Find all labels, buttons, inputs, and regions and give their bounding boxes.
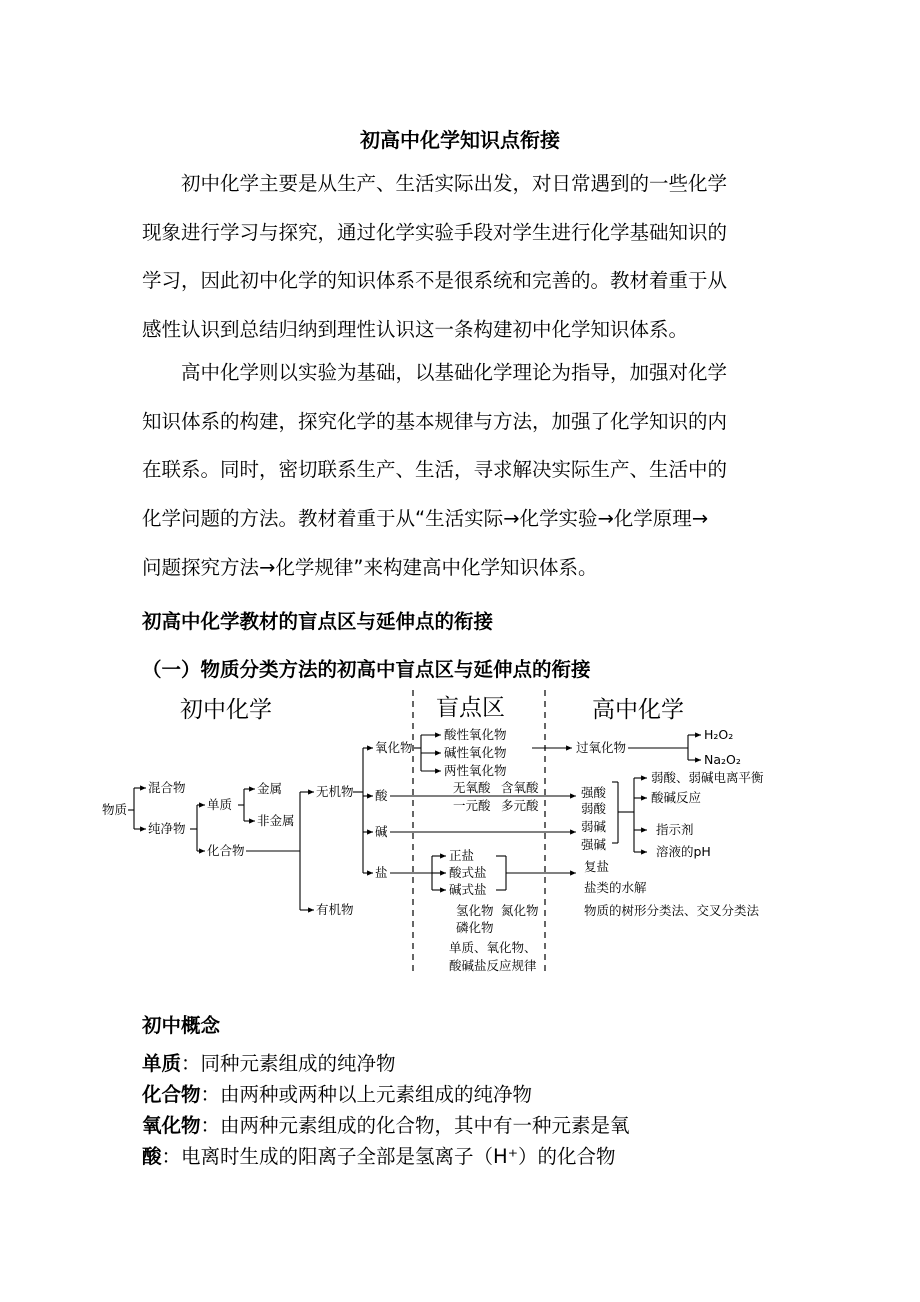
node-chunjingwu: 纯净物: [148, 821, 186, 836]
node-wuzhi: 物质: [102, 802, 128, 817]
node-wujiwu: 无机物: [316, 784, 354, 799]
node-zhengyan: 正盐: [449, 848, 475, 863]
node-duoyuansuan: 多元酸: [501, 798, 539, 813]
concept-sep: ：: [161, 1145, 182, 1168]
node-fuyan: 复盐: [584, 859, 610, 874]
node-linhuawu: 磷化物: [456, 920, 494, 935]
concept-def: 由两种或两种以上元素组成的纯净物: [220, 1083, 533, 1106]
node-suan: 酸: [375, 788, 388, 803]
node-jianxing: 碱性氧化物: [444, 745, 507, 760]
concept-term: 单质: [142, 1052, 182, 1075]
node-feijinshu: 非金属: [257, 813, 295, 828]
concept-def: 电离时生成的阳离子全部是氢离子（H⁺）的化合物: [181, 1145, 616, 1168]
node-fenlei: 物质的树形分类法、交叉分类法: [584, 903, 760, 918]
concept-def: 同种元素组成的纯净物: [200, 1052, 396, 1075]
subsection-heading: （一）物质分类方法的初高中盲点区与延伸点的衔接: [142, 658, 591, 681]
classification-diagram: [0, 680, 920, 980]
concept-term: 化合物: [142, 1083, 201, 1106]
concepts-heading: 初中概念: [142, 1014, 221, 1037]
node-yanghuawu: 氧化物: [375, 740, 413, 755]
col-header-junior: 初中化学: [180, 697, 272, 723]
node-qinghuawu: 氢化物: [456, 903, 494, 918]
paragraph-line: 知识体系的构建，探究化学的基本规律与方法，加强了化学知识的内: [142, 409, 728, 433]
concept-item: [142, 1110, 630, 1138]
node-guilv-line1: 单质、氧化物、: [449, 940, 537, 955]
node-ruojian: 弱碱: [581, 819, 607, 834]
node-qiangsuan: 强酸: [581, 785, 607, 800]
node-danzhi: 单质: [207, 797, 233, 812]
node-yiyuansuan: 一元酸: [453, 798, 491, 813]
node-dianli: 弱酸、弱碱电离平衡: [651, 770, 764, 785]
col-header-senior: 高中化学: [592, 697, 684, 723]
node-guilv-line2: 酸碱盐反应规律: [449, 958, 537, 973]
paragraph-senior: [142, 349, 782, 593]
node-youjiwu: 有机物: [316, 902, 354, 917]
node-jian: 碱: [375, 824, 388, 839]
col-header-blind: 盲点区: [436, 695, 505, 721]
paragraph-line: 高中化学则以实验为基础，以基础化学理论为指导，加强对化学: [181, 361, 728, 384]
node-suanjian: 酸碱反应: [651, 790, 702, 805]
concept-item: [142, 1048, 396, 1076]
concept-term: 氧化物: [142, 1114, 201, 1137]
paragraph-line: 初中化学主要是从生产、生活实际出发，对日常遇到的一些化学: [181, 172, 728, 195]
node-suanshiyan: 酸式盐: [449, 865, 487, 880]
node-hanyangsuan: 含氧酸: [501, 780, 539, 795]
node-guoyanghuawu: 过氧化物: [576, 740, 627, 755]
paragraph-line: 问题探究方法→化学规律”来构建高中化学知识体系。: [142, 555, 598, 579]
node-qiangjian: 强碱: [581, 837, 607, 852]
paragraph-junior: [142, 160, 782, 355]
concept-def: 由两种元素组成的化合物，其中有一种元素是氧: [220, 1114, 630, 1137]
node-huahewu: 化合物: [207, 843, 245, 858]
concept-item: [142, 1079, 532, 1107]
node-shuijie: 盐类的水解: [584, 880, 647, 895]
node-jinshu: 金属: [257, 781, 283, 796]
paragraph-line: 感性认识到总结归纳到理性认识这一条构建初中化学知识体系。: [142, 318, 689, 342]
node-zhishiji: 指示剂: [656, 822, 694, 837]
node-ruosuan: 弱酸: [581, 801, 607, 816]
paragraph-line: 在联系。同时，密切联系生产、生活，寻求解决实际生产、生活中的: [142, 458, 728, 482]
node-h2o2: H₂O₂: [704, 727, 734, 742]
concept-term: 酸: [142, 1145, 162, 1168]
page-title: 初高中化学知识点衔接: [360, 128, 560, 152]
node-wuyangsuan: 无氧酸: [453, 780, 491, 795]
concept-sep: ：: [200, 1083, 221, 1106]
node-yan: 盐: [375, 865, 388, 880]
node-liangxing: 两性氧化物: [444, 763, 507, 778]
paragraph-line: 现象进行学习与探究，通过化学实验手段对学生进行化学基础知识的: [142, 220, 728, 244]
node-danhuawu: 氮化物: [501, 903, 539, 918]
concept-item: [142, 1141, 616, 1169]
node-jianshiyan: 碱式盐: [449, 882, 487, 897]
node-na2o2: Na₂O₂: [704, 752, 741, 767]
concept-sep: ：: [181, 1052, 201, 1075]
node-ph: 溶液的pH: [656, 844, 711, 859]
node-suanxing: 酸性氧化物: [444, 727, 507, 742]
node-hunhewu: 混合物: [148, 780, 186, 795]
concept-sep: ：: [200, 1114, 221, 1137]
paragraph-line: 化学问题的方法。教材着重于从“生活实际→化学实验→化学原理→: [142, 507, 709, 531]
section-heading: 初高中化学教材的盲点区与延伸点的衔接: [142, 610, 494, 633]
paragraph-line: 学习，因此初中化学的知识体系不是很系统和完善的。教材着重于从: [142, 269, 728, 293]
